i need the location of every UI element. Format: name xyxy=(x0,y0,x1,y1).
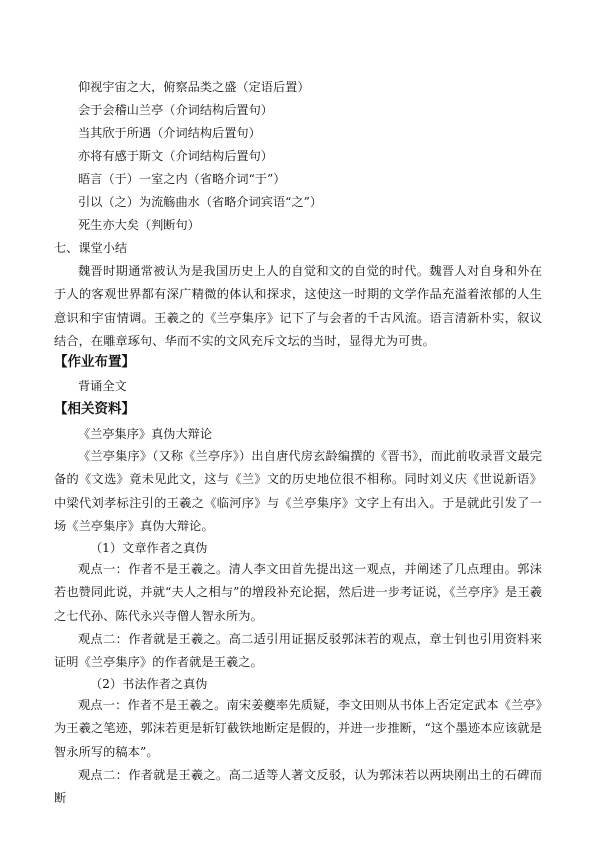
part-2-view-1: 观点一：作者不是王羲之。南宋姜夔率先质疑，李文田则从书体上否定定武本《兰亭》为王羲之笔迹，郭沫若更是斩钉截铁地断定是假的，并进一步推断，“这个墨迹本应该就是智永所写的稿本”。 xyxy=(54,698,542,759)
materials-subtitle: 《兰亭集序》真伪大辩论 xyxy=(78,427,213,441)
sentence-line-4: 亦将有感于斯文（介词结构后置句） xyxy=(78,149,273,163)
section-7-paragraph: 魏晋时期通常被认为是我国历史上人的自觉和文的自觉的时代。魏晋人对自身和外在于人的客观世界都有深广精微的体认和探求，这使这一时期的文学作品充溢着浓郁的人生意识和宇宙情调。王羲之的《兰亭集序》记下了与会者的千古风流。语言清新朴实，叙议结合，在雕章琢句、华而不实的文风充斥文坛的当时，显得尤为可贵。 xyxy=(54,264,542,349)
part-1-view-1: 观点一：作者不是王羲之。清人李文田首先提出这一观点，并阐述了几点理由。郭沫若也赞同此说，并就“夫人之相与”的增段补充论据，然后进一步考证说，《兰亭序》是王羲之七代孙、陈代永兴寺僧人智永所为。 xyxy=(54,562,542,623)
sentence-line-1: 仰视宇宙之大，俯察品类之盛（定语后置） xyxy=(78,80,310,94)
sentence-line-5: 晤言（于）一室之内（省略介词“于”） xyxy=(78,172,286,186)
homework-heading: 【作业布置】 xyxy=(54,354,135,370)
part-1-view-2: 观点二：作者就是王羲之。高二适引用证据反驳郭沫若的观点，章士钊也引用资料来证明《兰亭集序》的作者就是王羲之。 xyxy=(54,632,542,670)
homework-text: 背诵全文 xyxy=(78,379,127,393)
materials-intro: 《兰亭集序》（又称《兰亭序》）出自唐代房玄龄编撰的《晋书》，而此前收录晋文最完备的《文选》竟未见此文，这与《兰》文的历史地位很不相称。同时刘义庆《世说新语》中梁代刘孝标注引的王羲之《临河序》与《兰亭集序》文字上有出入。于是就此引发了一场《兰亭集序》真伪大辩论。 xyxy=(54,449,542,534)
sentence-line-6: 引以（之）为流觞曲水（省略介词宾语“之”） xyxy=(78,195,323,209)
part-2-view-2: 观点二：作者就是王羲之。高二适等人著文反驳，认为郭沫若以两块刚出土的石碑而断 xyxy=(54,768,542,806)
materials-heading: 【相关资料】 xyxy=(54,401,135,417)
part-2-title: （2）书法作者之真伪 xyxy=(90,677,208,691)
sentence-line-7: 死生亦大矣（判断句） xyxy=(78,218,200,232)
part-1-title: （1）文章作者之真伪 xyxy=(90,541,208,555)
sentence-line-2: 会于会稽山兰亭（介词结构后置句） xyxy=(78,103,273,117)
section-7-title: 七、课堂小结 xyxy=(54,241,128,255)
sentence-line-3: 当其欣于所遇（介词结构后置句） xyxy=(78,126,261,140)
